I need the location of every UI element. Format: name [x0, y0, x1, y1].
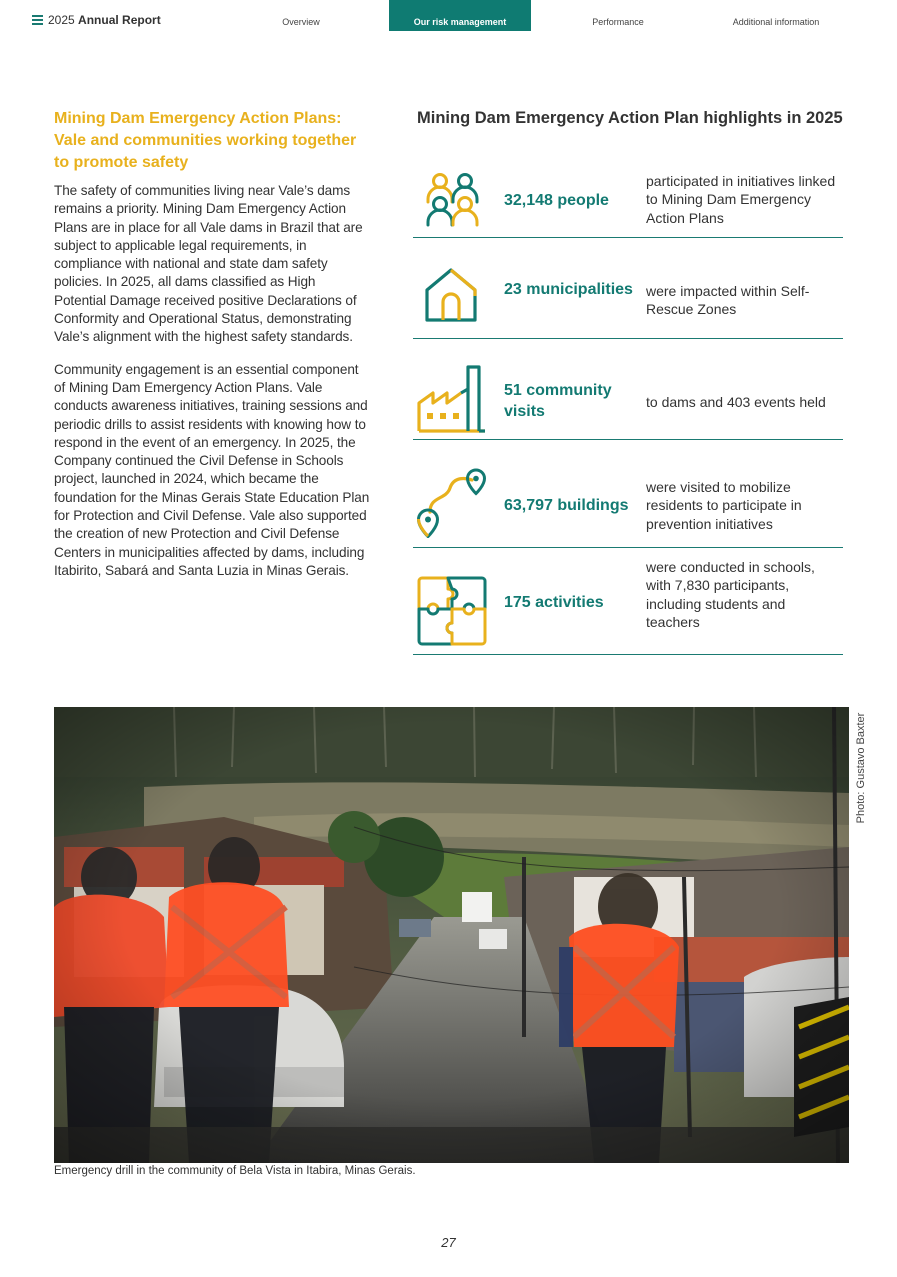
top-navigation	[0, 0, 897, 31]
highlight-row	[413, 339, 843, 440]
photo-credit-text: Photo: Gustavo Baxter	[855, 712, 867, 824]
report-year: 2025	[48, 13, 75, 27]
paragraph-safety: The safety of communities living near Vale’s dams remains a priority. Mining Dam Emergency Action Plans are in place for all Vale dams in Brazil that are subject to applicable legal requirements, in compliance with national and state dam safety policies. In 2025, all dams classified as High Potential Damage received positive Declarations of Conformity and Operational Status, demonstrating Vale’s alignment with the highest safety standards.	[54, 183, 363, 345]
tab-performance[interactable]: Performance	[592, 16, 644, 27]
highlight-description: were visited to mobilize residents to participate in prevention initiatives	[646, 479, 802, 532]
highlight-row	[413, 548, 843, 655]
highlights-title: Mining Dam Emergency Action Plan highlights in 2025	[417, 109, 843, 127]
route-pin-icon	[416, 466, 488, 543]
paragraph-community: Community engagement is an essential component of Mining Dam Emergency Action Plans. Vale conducts awareness initiatives, training sessions and periodic drills to assist residents with knowing how to respond in the event of an emergency. In 2025, the Company continued the Civil Defense in Schools project, launched in 2024, which became the foundation for the Minas Gerais State Education Plan for Protection and Civil Defense. Vale also supported the creation of new Protection and Civil Defense Centers in municipalities affected by dams, including Itabirito, Sabará and Santa Luzia in Minas Gerais.	[54, 361, 370, 578]
highlight-description: were conducted in schools, with 7,830 participants, including students and teachers	[646, 559, 815, 630]
factory-icon	[416, 363, 488, 438]
tab-overview[interactable]: Overview	[282, 16, 320, 27]
highlight-row	[413, 165, 843, 238]
left-column	[54, 108, 370, 580]
highlight-stat: 23 municipalities	[504, 281, 633, 298]
puzzle-icon	[416, 575, 488, 652]
highlight-description: were impacted within Self-Rescue Zones	[646, 283, 810, 318]
highlight-row	[413, 238, 843, 339]
report-title[interactable]	[48, 13, 161, 27]
highlights-panel	[413, 107, 843, 630]
highlight-stat: 63,797 buildings	[504, 497, 629, 514]
people-group-icon	[416, 170, 488, 233]
report-name: Annual Report	[78, 13, 161, 27]
menu-icon[interactable]	[32, 15, 43, 25]
highlight-description: participated in initiatives linked to Mining Dam Emergency Action Plans	[646, 173, 836, 226]
tab-our-risk-management[interactable]: Our risk management	[389, 0, 531, 31]
highlight-stat: 32,148 people	[504, 192, 609, 209]
highlight-stat: 175 activities	[504, 594, 604, 611]
highlight-row	[413, 440, 843, 548]
highlight-stat: 51 community visits	[504, 382, 612, 420]
page-number: 27	[441, 1235, 456, 1250]
highlight-description: to dams and 403 events held	[646, 394, 826, 410]
emergency-drill-photo	[54, 707, 849, 1163]
house-icon	[423, 266, 479, 329]
photo-caption: Emergency drill in the community of Bela Vista in Itabira, Minas Gerais.	[54, 1165, 416, 1177]
tab-additional-information[interactable]: Additional information	[732, 16, 820, 27]
section-title: Mining Dam Emergency Action Plans: Vale and communities working together to promote safety	[54, 110, 357, 171]
